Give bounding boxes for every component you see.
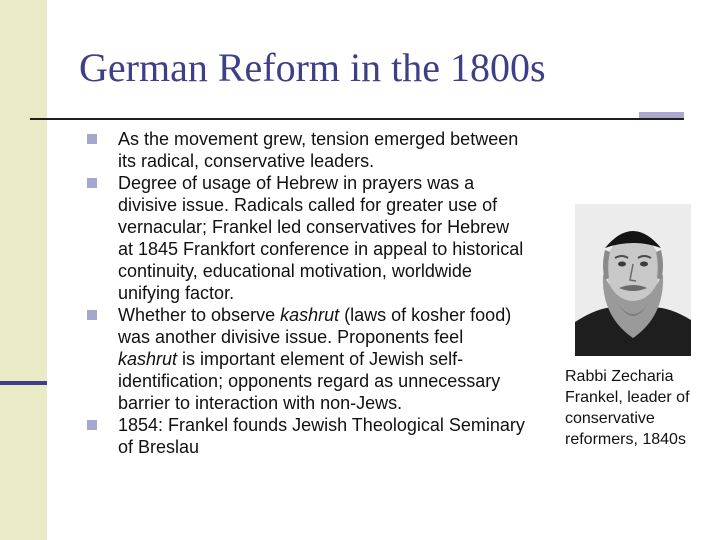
bullet-line bbox=[118, 282, 577, 304]
square-bullet-icon bbox=[87, 420, 97, 430]
bullet-line bbox=[118, 348, 577, 370]
bullet-text: is important element of Jewish self- bbox=[177, 349, 464, 369]
bullet-text-italic: kashrut bbox=[118, 349, 178, 369]
title-rule-accent bbox=[639, 112, 684, 118]
bullet-line bbox=[118, 194, 577, 216]
bullet-text: its radical, conservative leaders. bbox=[118, 151, 375, 171]
caption-line: Frankel, leader of bbox=[565, 389, 690, 406]
bullet-item bbox=[87, 128, 577, 172]
bullet-line bbox=[118, 326, 577, 348]
left-band-accent bbox=[0, 381, 47, 385]
square-bullet-icon bbox=[87, 134, 97, 144]
square-bullet-icon bbox=[87, 310, 97, 320]
bullet-text: unifying factor. bbox=[118, 283, 235, 303]
bullet-text: Whether to observe bbox=[118, 305, 281, 325]
portrait-caption bbox=[565, 366, 715, 450]
bullet-text: was another divisive issue. Proponents feel bbox=[118, 327, 464, 347]
bullet-text: continuity, educational motivation, worldwide bbox=[118, 261, 472, 281]
bullet-text: vernacular; Frankel led conservatives for Hebrew bbox=[118, 217, 510, 237]
bullet-line bbox=[118, 172, 577, 194]
bullet-text: 1854: Frankel founds Jewish Theological Seminary bbox=[118, 415, 525, 435]
portrait-of-rabbi-zecharia-frankel bbox=[575, 204, 691, 356]
bullet-line bbox=[118, 436, 577, 458]
bullet-text: barrier to interaction with non-Jews. bbox=[118, 393, 403, 413]
bullet-item bbox=[87, 304, 577, 414]
bullet-text: of Breslau bbox=[118, 437, 200, 457]
bullet-line bbox=[118, 216, 577, 238]
bullet-item bbox=[87, 414, 577, 458]
caption-line: reformers, 1840s bbox=[565, 431, 686, 448]
title-rule bbox=[30, 118, 684, 120]
bullet-item bbox=[87, 172, 577, 304]
bullet-line bbox=[118, 304, 577, 326]
slide-title: German Reform in the 1800s bbox=[79, 45, 546, 90]
bullet-list bbox=[87, 128, 577, 458]
left-margin-band bbox=[0, 0, 47, 540]
bullet-line bbox=[118, 150, 577, 172]
caption-line: conservative bbox=[565, 410, 655, 427]
bullet-text: Degree of usage of Hebrew in prayers was a bbox=[118, 173, 475, 193]
bullet-text: As the movement grew, tension emerged between bbox=[118, 129, 519, 149]
bullet-line bbox=[118, 238, 577, 260]
caption-line: Rabbi Zecharia bbox=[565, 368, 674, 385]
bullet-line bbox=[118, 392, 577, 414]
bullet-text: divisive issue. Radicals called for greater use of bbox=[118, 195, 498, 215]
bullet-text: identification; opponents regard as unnecessary bbox=[118, 371, 501, 391]
bullet-line bbox=[118, 128, 577, 150]
bullet-text: (laws of kosher food) bbox=[339, 305, 512, 325]
bullet-line bbox=[118, 260, 577, 282]
bullet-line bbox=[118, 414, 577, 436]
bullet-line bbox=[118, 370, 577, 392]
square-bullet-icon bbox=[87, 178, 97, 188]
bullet-text: at 1845 Frankfort conference in appeal to historical bbox=[118, 239, 524, 259]
bullet-text-italic: kashrut bbox=[280, 305, 340, 325]
